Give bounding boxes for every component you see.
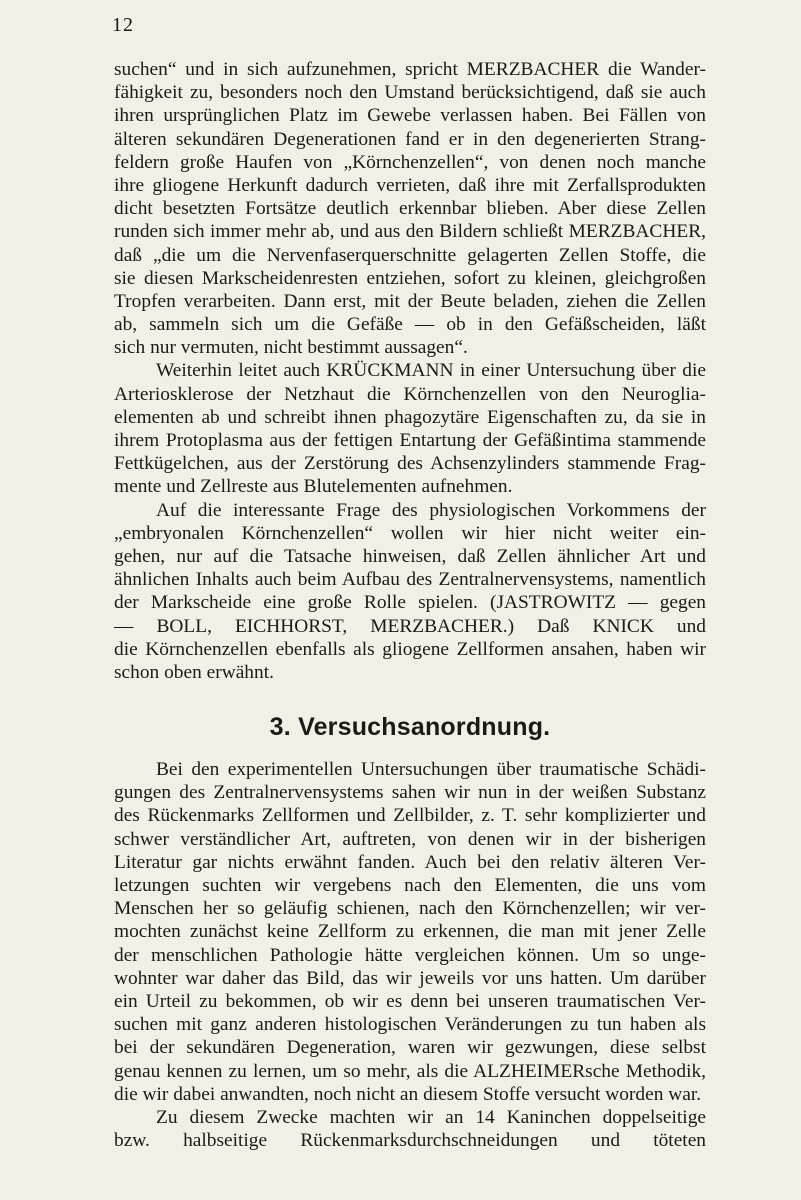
text-line: gehen, nur auf die Tatsache hinweisen, daß Zellen ähnlicher Art und xyxy=(114,545,706,567)
text-line: ein Urteil zu bekommen, ob wir es denn bei unseren traumatischen Ver- xyxy=(114,990,706,1012)
text-line: bzw. halbseitige Rückenmarksdurchschneidungen und töteten xyxy=(114,1130,706,1152)
text-line: die wir dabei anwandten, noch nicht an diesem Stoffe versucht worden war. xyxy=(114,1083,702,1105)
text-line: suchen mit ganz anderen histologischen Veränderungen zu tun haben als xyxy=(114,1014,706,1036)
text-line: Literatur gar nichts erwähnt fanden. Auch bei den relativ älteren Ver- xyxy=(114,851,706,873)
text-line: schon oben erwähnt. xyxy=(114,661,274,683)
text-line: sie diesen Markscheidenresten entziehen, sofort zu kleinen, gleichgroßen xyxy=(114,267,706,289)
text-line: ihre gliogene Herkunft dadurch verrieten, daß ihre mit Zerfallsprodukten xyxy=(114,174,706,196)
page-number: 12 xyxy=(112,14,134,36)
text-line: mente und Zellreste aus Blutelementen aufnehmen. xyxy=(114,476,513,498)
paragraph-5 xyxy=(114,1106,706,1152)
text-line: dicht besetzten Fortsätze deutlich erkennbar blieben. Aber diese Zellen xyxy=(114,198,706,220)
text-line: Zu diesem Zwecke machten wir an 14 Kaninchen doppelseitige xyxy=(156,1106,706,1128)
text-line: sich nur vermuten, nicht bestimmt aussagen“. xyxy=(114,337,468,359)
text-line: Arteriosklerose der Netzhaut die Körnchenzellen von den Neuroglia- xyxy=(114,383,706,405)
text-line: fähigkeit zu, besonders noch den Umstand berücksichtigend, daß sie auch xyxy=(114,82,706,104)
text-line: der Markscheide eine große Rolle spielen. (JASTROWITZ — gegen xyxy=(114,592,706,614)
paragraph-2 xyxy=(114,359,706,498)
section-heading: 3. Versuchsanordnung. xyxy=(269,713,551,742)
text-line: Weiterhin leitet auch KRÜCKMANN in einer Untersuchung über die xyxy=(156,360,706,382)
text-line: letzungen suchten wir vergebens nach den Elementen, die uns vom xyxy=(114,875,706,897)
section-spacer xyxy=(114,684,706,712)
text-line: ähnlichen Inhalts auch beim Aufbau des Zentralnervensystems, namentlich xyxy=(114,569,706,591)
paragraph-1 xyxy=(114,58,706,359)
text-line: Auf die interessante Frage des physiologischen Vorkommens der xyxy=(156,499,706,521)
body-text xyxy=(114,58,706,1152)
text-line: Menschen her so geläufig schienen, nach den Körnchenzellen; wir ver- xyxy=(114,898,706,920)
text-line: suchen“ und in sich aufzunehmen, spricht MERZBACHER die Wander- xyxy=(114,59,706,80)
text-line: Fettkügelchen, aus der Zerstörung des Achsenzylinders stammende Frag- xyxy=(114,453,706,475)
text-line: ab, sammeln sich um die Gefäße — ob in den Gefäßscheiden, läßt xyxy=(114,314,706,336)
text-line: feldern große Haufen von „Körnchenzellen“, von denen noch manche xyxy=(114,151,706,173)
text-line: der menschlichen Pathologie hätte vergleichen können. Um so unge- xyxy=(114,944,706,966)
paragraph-3 xyxy=(114,499,706,685)
text-line: mochten zunächst keine Zellform zu erkennen, die man mit jener Zelle xyxy=(114,921,706,943)
text-line: Tropfen verarbeiten. Dann erst, mit der Beute beladen, ziehen die Zellen xyxy=(114,290,706,312)
text-line: bei der sekundären Degeneration, waren wir gezwungen, diese selbst xyxy=(114,1037,706,1059)
text-line: schwer verständlicher Art, auftreten, von denen wir in der bisherigen xyxy=(114,828,706,850)
text-line: des Rückenmarks Zellformen und Zellbilder, z. T. sehr komplizierter und xyxy=(114,805,706,827)
text-line: wohnter war daher das Bild, das wir jeweils vor uns hatten. Um darüber xyxy=(114,967,706,989)
text-line: — BOLL, EICHHORST, MERZBACHER.) Daß KNICK und xyxy=(114,615,706,637)
text-line: die Körnchenzellen ebenfalls als gliogene Zellformen ansahen, haben wir xyxy=(114,638,706,660)
text-line: daß „die um die Nervenfaserquerschnitte gelagerten Zellen Stoffe, die xyxy=(114,244,706,266)
text-line: Bei den experimentellen Untersuchungen über traumatische Schädi- xyxy=(156,759,706,781)
text-line: älteren sekundären Degenerationen fand er in den degenerierten Strang- xyxy=(114,128,706,150)
text-line: runden sich immer mehr ab, und aus den Bildern schließt MERZBACHER, xyxy=(114,221,706,243)
text-line: genau kennen zu lernen, um so mehr, als die ALZHEIMERsche Methodik, xyxy=(114,1060,706,1082)
paragraph-4 xyxy=(114,758,706,1106)
text-line: ihrem Protoplasma aus der fettigen Entartung der Gefäßintima stammende xyxy=(114,430,706,452)
text-line: ihren ursprünglichen Platz im Gewebe verlassen haben. Bei Fällen von xyxy=(114,105,706,127)
text-line: elementen ab und schreibt ihnen phagozytäre Eigenschaften zu, da sie in xyxy=(114,406,706,428)
text-line: „embryonalen Körnchenzellen“ wollen wir hier nicht weiter ein- xyxy=(114,522,706,544)
text-line: gungen des Zentralnervensystems sahen wir nun in der weißen Substanz xyxy=(114,782,706,804)
